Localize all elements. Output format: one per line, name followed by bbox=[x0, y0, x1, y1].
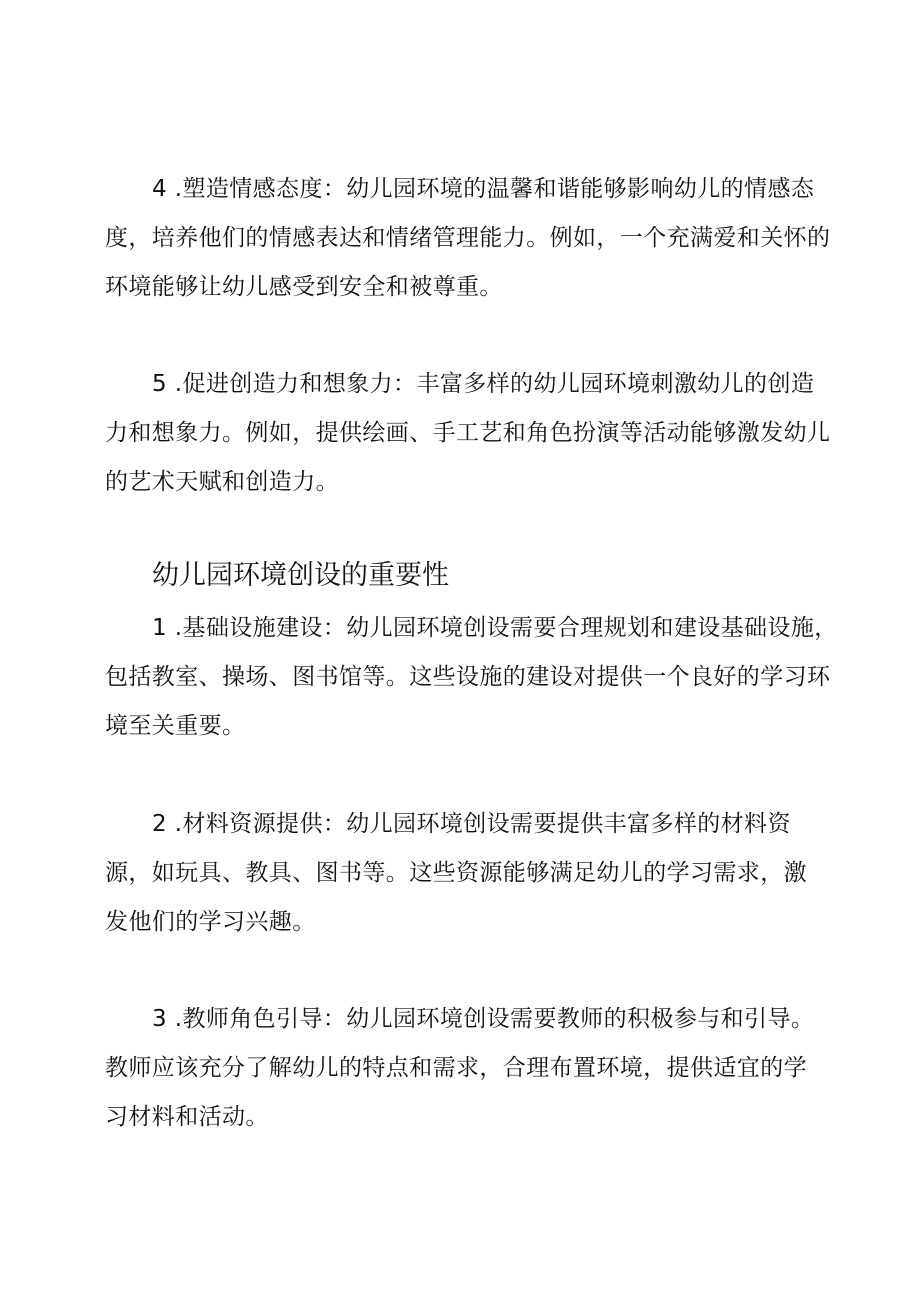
paragraph-line: 教师应该充分了解幼儿的特点和需求，合理布置环境，提供适宜的学 bbox=[105, 1055, 807, 1081]
paragraph-line: 度，培养他们的情感表达和情绪管理能力。例如，一个充满爱和关怀的 bbox=[105, 225, 831, 251]
paragraph-item-2 bbox=[105, 800, 830, 947]
paragraph-line: 2 .材料资源提供：幼儿园环境创设需要提供丰富多样的材料资 bbox=[152, 811, 791, 837]
paragraph-line: 的艺术天赋和创造力。 bbox=[105, 469, 339, 495]
paragraph-item-1 bbox=[105, 604, 838, 751]
paragraph-line: 源，如玩具、教具、图书等。这些资源能够满足幼儿的学习需求，激 bbox=[105, 860, 807, 886]
paragraph-line: 力和想象力。例如，提供绘画、手工艺和角色扮演等活动能够激发幼儿 bbox=[105, 420, 831, 446]
section-heading: 幼儿园环境创设的重要性 bbox=[152, 560, 449, 591]
paragraph-line: 境至关重要。 bbox=[105, 713, 246, 739]
paragraph-item-5 bbox=[105, 360, 830, 507]
paragraph-line: 3 .教师角色引导：幼儿园环境创设需要教师的积极参与和引导。 bbox=[152, 1006, 815, 1032]
paragraph-item-4 bbox=[105, 165, 830, 312]
paragraph-line: 习材料和活动。 bbox=[105, 1104, 269, 1130]
paragraph-line: 发他们的学习兴趣。 bbox=[105, 909, 316, 935]
paragraph-line: 5 .促进创造力和想象力：丰富多样的幼儿园环境刺激幼儿的创造 bbox=[152, 371, 815, 397]
paragraph-line: 1 .基础设施建设：幼儿园环境创设需要合理规划和建设基础设施， bbox=[152, 615, 838, 641]
paragraph-line: 4 .塑造情感态度：幼儿园环境的温馨和谐能够影响幼儿的情感态 bbox=[152, 176, 815, 202]
paragraph-item-3 bbox=[105, 995, 830, 1142]
paragraph-line: 环境能够让幼儿感受到安全和被尊重。 bbox=[105, 274, 503, 300]
paragraph-line: 包括教室、操场、图书馆等。这些设施的建设对提供一个良好的学习环 bbox=[105, 664, 831, 690]
